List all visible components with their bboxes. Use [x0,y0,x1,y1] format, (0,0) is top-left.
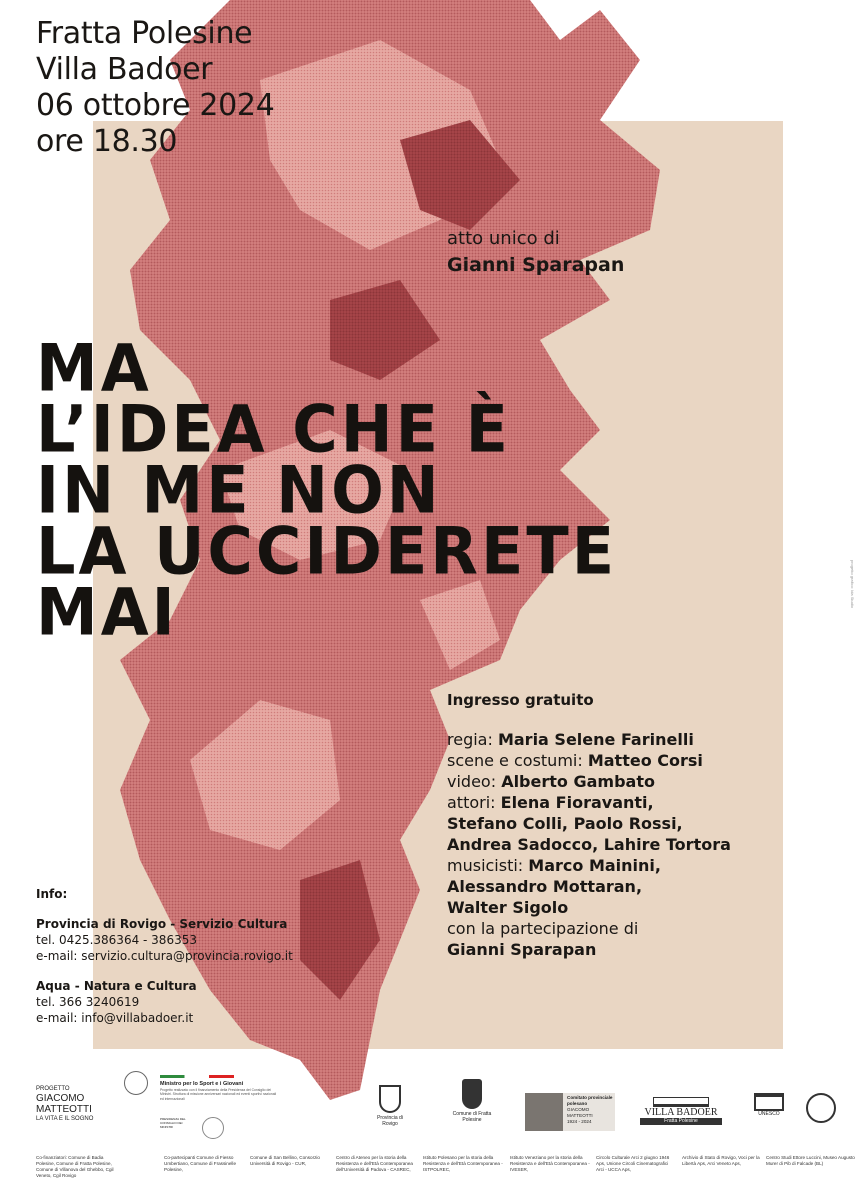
ministro-logo: Ministro per lo Sport e i Giovani Progetto realizzato con il finanziamento della Presidenza del Consiglio dei Ministri. Struttura di missione anniversari nazionali ed eventi sportivi nazionali ed internazionali [160,1075,280,1101]
design-credit: progetto grafico: Ida Studio [850,560,855,609]
author-block [447,226,624,278]
credit-line: musicisti: Marco Mainini, [447,856,661,875]
comitato-logo: Comitato provinciale polesano GIACOMO MATTEOTTI 1924 - 2024 [525,1093,615,1131]
villa-badoer-logo: VILLA BADOER Fratta Polesine [640,1097,722,1125]
event-venue: Villa Badoer [36,52,213,87]
logo-strip [0,1065,868,1150]
event-place: Fratta Polesine [36,16,253,51]
footer-column: Comune di San Bellino, Consorzio Università di Rovigo - CUR, [250,1155,320,1166]
footer-column: Centro Studi Ettore Luccini, Museo Augusto Murer di Pib di Falcade (BL) [766,1155,855,1166]
free-entry: Ingresso gratuito [447,691,594,709]
portrait-image [525,1093,563,1131]
comune-crest-icon [462,1079,482,1109]
credit-line: regia: Maria Selene Farinelli [447,730,694,749]
title-line: MA [36,329,152,407]
credit-line: Alessandro Mottaran, [447,877,643,896]
event-header [36,16,275,160]
info-block [36,886,293,1026]
unesco-logo: UNESCO [752,1093,786,1118]
footer-column: Archivio di Stato di Rovigo, Voci per la Libertà Aps, Arci Veneto Aps, [682,1155,760,1166]
author-name: Gianni Sparapan [447,254,625,276]
italy-flag-icon [160,1075,234,1078]
title-line: LA UCCIDERETE [36,512,618,590]
seal-icon [202,1117,224,1139]
villa-building-icon [653,1097,709,1107]
credit-line: con la partecipazione di [447,919,639,938]
event-date: 06 ottobre 2024 [36,88,275,123]
credit-line: video: Alberto Gambato [447,772,655,791]
info-org: Aqua - Natura e Cultura [36,979,197,993]
event-time: ore 18.30 [36,124,178,159]
credit-line: scene e costumi: Matteo Corsi [447,751,703,770]
comune-logo: Comune di Fratta Polesine [446,1079,498,1123]
footer-column: Co-finanziatori: Comune di Badia Polesine, Comune di Fratta Polesine, Comune di Villanova del Ghebbo, Cgil Veneto, Cgil Rovigo [36,1155,114,1178]
emblem-icon [124,1071,148,1095]
provincia-logo: Provincia di Rovigo [372,1085,408,1127]
footer-column: Co-partecipanti Comune di Fiesso Umbertiano, Comune di Frassinelle Polesine, [164,1155,236,1172]
footer-column: Circolo Culturale Arci 2 giugno 1946 Aps, Unione Circoli Cinematografici Arci - UCCA Aps, [596,1155,670,1172]
info-email[interactable]: e-mail: servizio.cultura@provincia.rovigo.it [36,949,293,963]
info-heading: Info: [36,887,68,901]
matteotti-logo: PROGETTO GIACOMO MATTEOTTI LA VITA E IL SOGNO [36,1086,94,1122]
title-line: MAI [36,573,178,651]
provincia-crest-icon [379,1085,401,1113]
presidenza-logo: PRESIDENZA DEL CONSIGLIO DEI MINISTRI [160,1117,186,1129]
credits-block [447,690,731,960]
title-line: L’IDEA CHE È [36,390,511,468]
play-title [36,329,618,651]
unesco-temple-icon [754,1093,784,1111]
credit-line: Andrea Sadocco, Lahire Tortora [447,835,731,854]
credit-line: attori: Elena Fioravanti, [447,793,654,812]
info-org: Provincia di Rovigo - Servizio Cultura [36,917,288,931]
footer-column: Istituto Polesano per la storia della Resistenza e dell'Età Contemporanea - ISTPOLREC, [423,1155,503,1172]
credit-line: Stefano Colli, Paolo Rossi, [447,814,683,833]
footer-column: Centro di Ateneo per la storia della Resistenza e dell'Età Contemporanea dell'Università di Padova - CASREC, [336,1155,413,1172]
author-intro: atto unico di [447,228,560,249]
info-email[interactable]: e-mail: info@villabadoer.it [36,1011,194,1025]
footer-column: Istituto Veneziano per la storia della Resistenza e dell'Età Contemporanea - IVESER, [510,1155,590,1172]
world-heritage-icon [806,1093,836,1123]
footer-credits [0,1155,868,1200]
info-phone: tel. 0425.386364 - 386353 [36,933,197,947]
credit-line: Gianni Sparapan [447,940,597,959]
title-line: IN ME NON [36,451,442,529]
info-phone: tel. 366 3240619 [36,995,140,1009]
credit-line: Walter Sigolo [447,898,569,917]
